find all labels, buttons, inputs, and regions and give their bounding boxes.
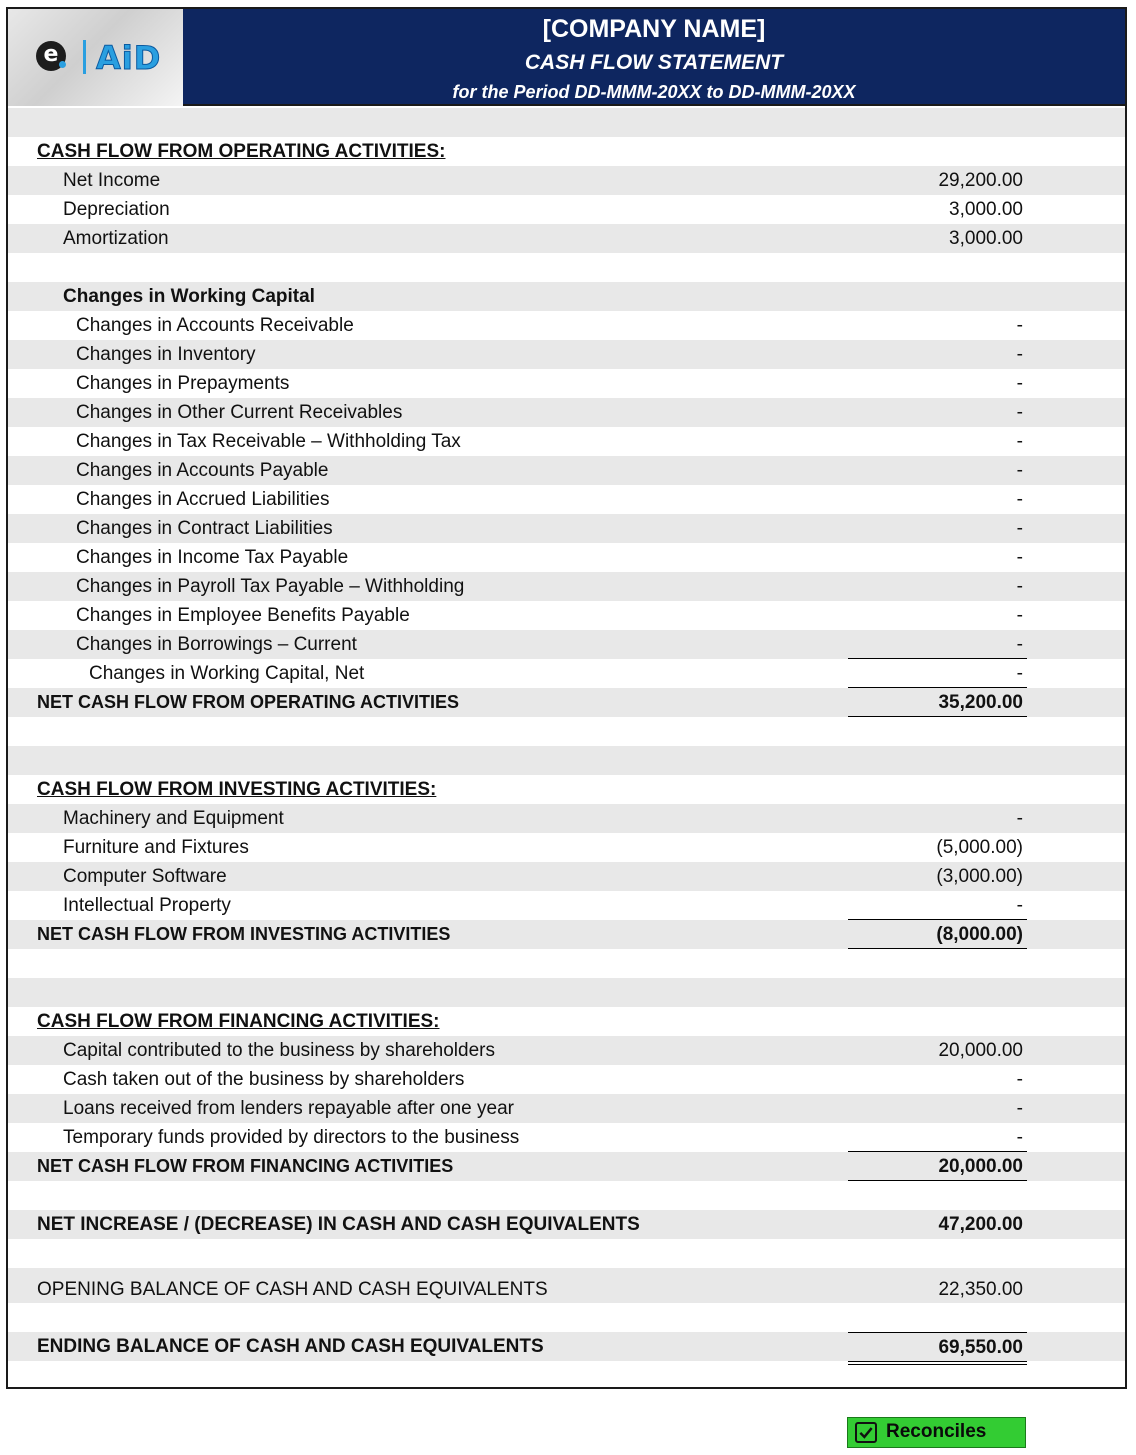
line-item-label: Changes in Accounts Payable [76,460,329,481]
line-item-row [8,369,1125,398]
operating-heading: CASH FLOW FROM OPERATING ACTIVITIES: [37,141,446,162]
line-item-row [8,862,1125,891]
logo-text: AiD [96,39,162,77]
line-item-label: Amortization [63,228,169,249]
opening-balance-row [8,1268,1125,1303]
line-item-row [8,195,1125,224]
investing-heading-row [8,775,1125,804]
line-item-row [8,427,1125,456]
line-item-row [8,1123,1125,1152]
line-item-row [8,311,1125,340]
logo-dot [59,61,66,68]
investing-heading: CASH FLOW FROM INVESTING ACTIVITIES: [37,779,437,800]
line-item-label: Changes in Accrued Liabilities [76,489,330,510]
line-item-row [8,891,1125,920]
line-item-value: - [1016,518,1023,539]
spacer-row [8,1303,1125,1332]
operating-total-value: 35,200.00 [848,688,1027,717]
line-item-label: Changes in Tax Receivable – Withholding Tax [76,431,461,452]
line-item-row [8,1094,1125,1123]
spacer-row [8,108,1125,137]
statement-period: for the Period DD-MMM-20XX to DD-MMM-20XX [452,82,856,102]
net-change-label: NET INCREASE / (DECREASE) IN CASH AND CASH EQUIVALENTS [37,1214,640,1235]
line-item-value: (3,000.00) [936,866,1023,887]
line-item-label: Changes in Income Tax Payable [76,547,349,568]
line-item-row [8,398,1125,427]
total-row [8,920,1125,949]
line-item-value: 3,000.00 [949,199,1023,220]
total-row [8,1152,1125,1181]
checkbox-checked-icon [855,1422,877,1443]
line-item-value: 20,000.00 [938,1040,1023,1061]
reconciles-status-badge [847,1417,1026,1448]
opening-balance-label: OPENING BALANCE OF CASH AND CASH EQUIVALENTS [37,1279,548,1300]
line-item-label: Capital contributed to the business by shareholders [63,1040,495,1061]
ending-balance-value: 69,550.00 [848,1332,1027,1365]
line-item-label: Changes in Payroll Tax Payable – Withholding [76,576,465,597]
line-item-label: Computer Software [63,866,227,887]
working-capital-net-label: Changes in Working Capital, Net [89,663,365,684]
ending-balance-row [8,1332,1125,1361]
working-capital-heading-row [8,282,1125,311]
financing-heading-row [8,1007,1125,1036]
reconciles-label: Reconciles [886,1421,987,1442]
line-item-value: - [848,1123,1027,1152]
line-item-label: Changes in Accounts Receivable [76,315,354,336]
working-capital-net-value: - [848,659,1027,688]
line-item-row [8,601,1125,630]
spacer-row [8,253,1125,282]
opening-balance-value: 22,350.00 [938,1279,1023,1300]
investing-total-label: NET CASH FLOW FROM INVESTING ACTIVITIES [37,924,451,944]
financing-total-value: 20,000.00 [848,1152,1027,1181]
spacer-row [8,746,1125,775]
line-item-value: - [1016,460,1023,481]
line-item-value: - [1016,373,1023,394]
line-item-value: - [1016,1069,1023,1090]
spacer-row [8,717,1125,746]
line-item-label: Machinery and Equipment [63,808,284,829]
line-item-label: Changes in Employee Benefits Payable [76,605,410,626]
subtotal-row [8,659,1125,688]
line-item-label: Changes in Contract Liabilities [76,518,333,539]
line-item-row [8,456,1125,485]
line-item-row [8,340,1125,369]
line-item-label: Cash taken out of the business by shareholders [63,1069,465,1090]
line-item-value: - [1016,431,1023,452]
line-item-value: (5,000.00) [936,837,1023,858]
line-item-row [8,833,1125,862]
line-item-label: Changes in Other Current Receivables [76,402,403,423]
net-change-row [8,1210,1125,1239]
line-item-label: Net Income [63,170,161,191]
line-item-value: - [1016,402,1023,423]
spacer-row [8,978,1125,1007]
line-item-row [8,1065,1125,1094]
line-item-row [8,630,1125,659]
cash-flow-sheet [6,7,1127,1389]
operating-total-label: NET CASH FLOW FROM OPERATING ACTIVITIES [37,692,459,712]
line-item-value: - [848,630,1027,659]
line-item-row [8,224,1125,253]
company-name: [COMPANY NAME] [542,15,766,43]
line-item-value: - [1016,344,1023,365]
line-item-label: Loans received from lenders repayable after one year [63,1098,514,1119]
ending-balance-label: ENDING BALANCE OF CASH AND CASH EQUIVALENTS [37,1336,544,1357]
line-item-value: - [848,891,1027,920]
line-item-row [8,514,1125,543]
line-item-label: Changes in Prepayments [76,373,290,394]
line-item-value: - [1016,605,1023,626]
line-item-label: Temporary funds provided by directors to the business [63,1127,520,1148]
investing-total-value: (8,000.00) [848,920,1027,949]
line-item-row [8,543,1125,572]
spacer-row [8,949,1125,978]
financing-total-label: NET CASH FLOW FROM FINANCING ACTIVITIES [37,1156,454,1176]
line-item-label: Changes in Borrowings – Current [76,634,357,655]
line-item-row [8,1036,1125,1065]
line-item-value: 29,200.00 [938,170,1023,191]
spacer-row [8,1239,1125,1268]
line-item-row [8,572,1125,601]
operating-heading-row [8,137,1125,166]
line-item-row [8,166,1125,195]
line-item-value: - [1016,576,1023,597]
financing-heading: CASH FLOW FROM FINANCING ACTIVITIES: [37,1011,440,1032]
spacer-row [8,1181,1125,1210]
logo-separator [83,40,86,74]
line-item-row [8,804,1125,833]
line-item-row [8,485,1125,514]
line-item-label: Furniture and Fixtures [63,837,249,858]
company-logo [8,9,183,106]
working-capital-heading: Changes in Working Capital [63,286,315,307]
line-item-value: - [1016,489,1023,510]
statement-header [8,9,1125,106]
total-row [8,688,1125,717]
line-item-value: - [1016,1098,1023,1119]
line-item-value: - [1016,547,1023,568]
line-item-label: Changes in Inventory [76,344,256,365]
line-item-value: - [1016,808,1023,829]
line-item-label: Depreciation [63,199,170,220]
line-item-label: Intellectual Property [63,895,231,916]
statement-title: CASH FLOW STATEMENT [524,51,784,74]
line-item-value: 3,000.00 [949,228,1023,249]
line-item-value: - [1016,315,1023,336]
eaid-logo-icon: e [36,41,66,71]
net-change-value: 47,200.00 [938,1214,1023,1235]
